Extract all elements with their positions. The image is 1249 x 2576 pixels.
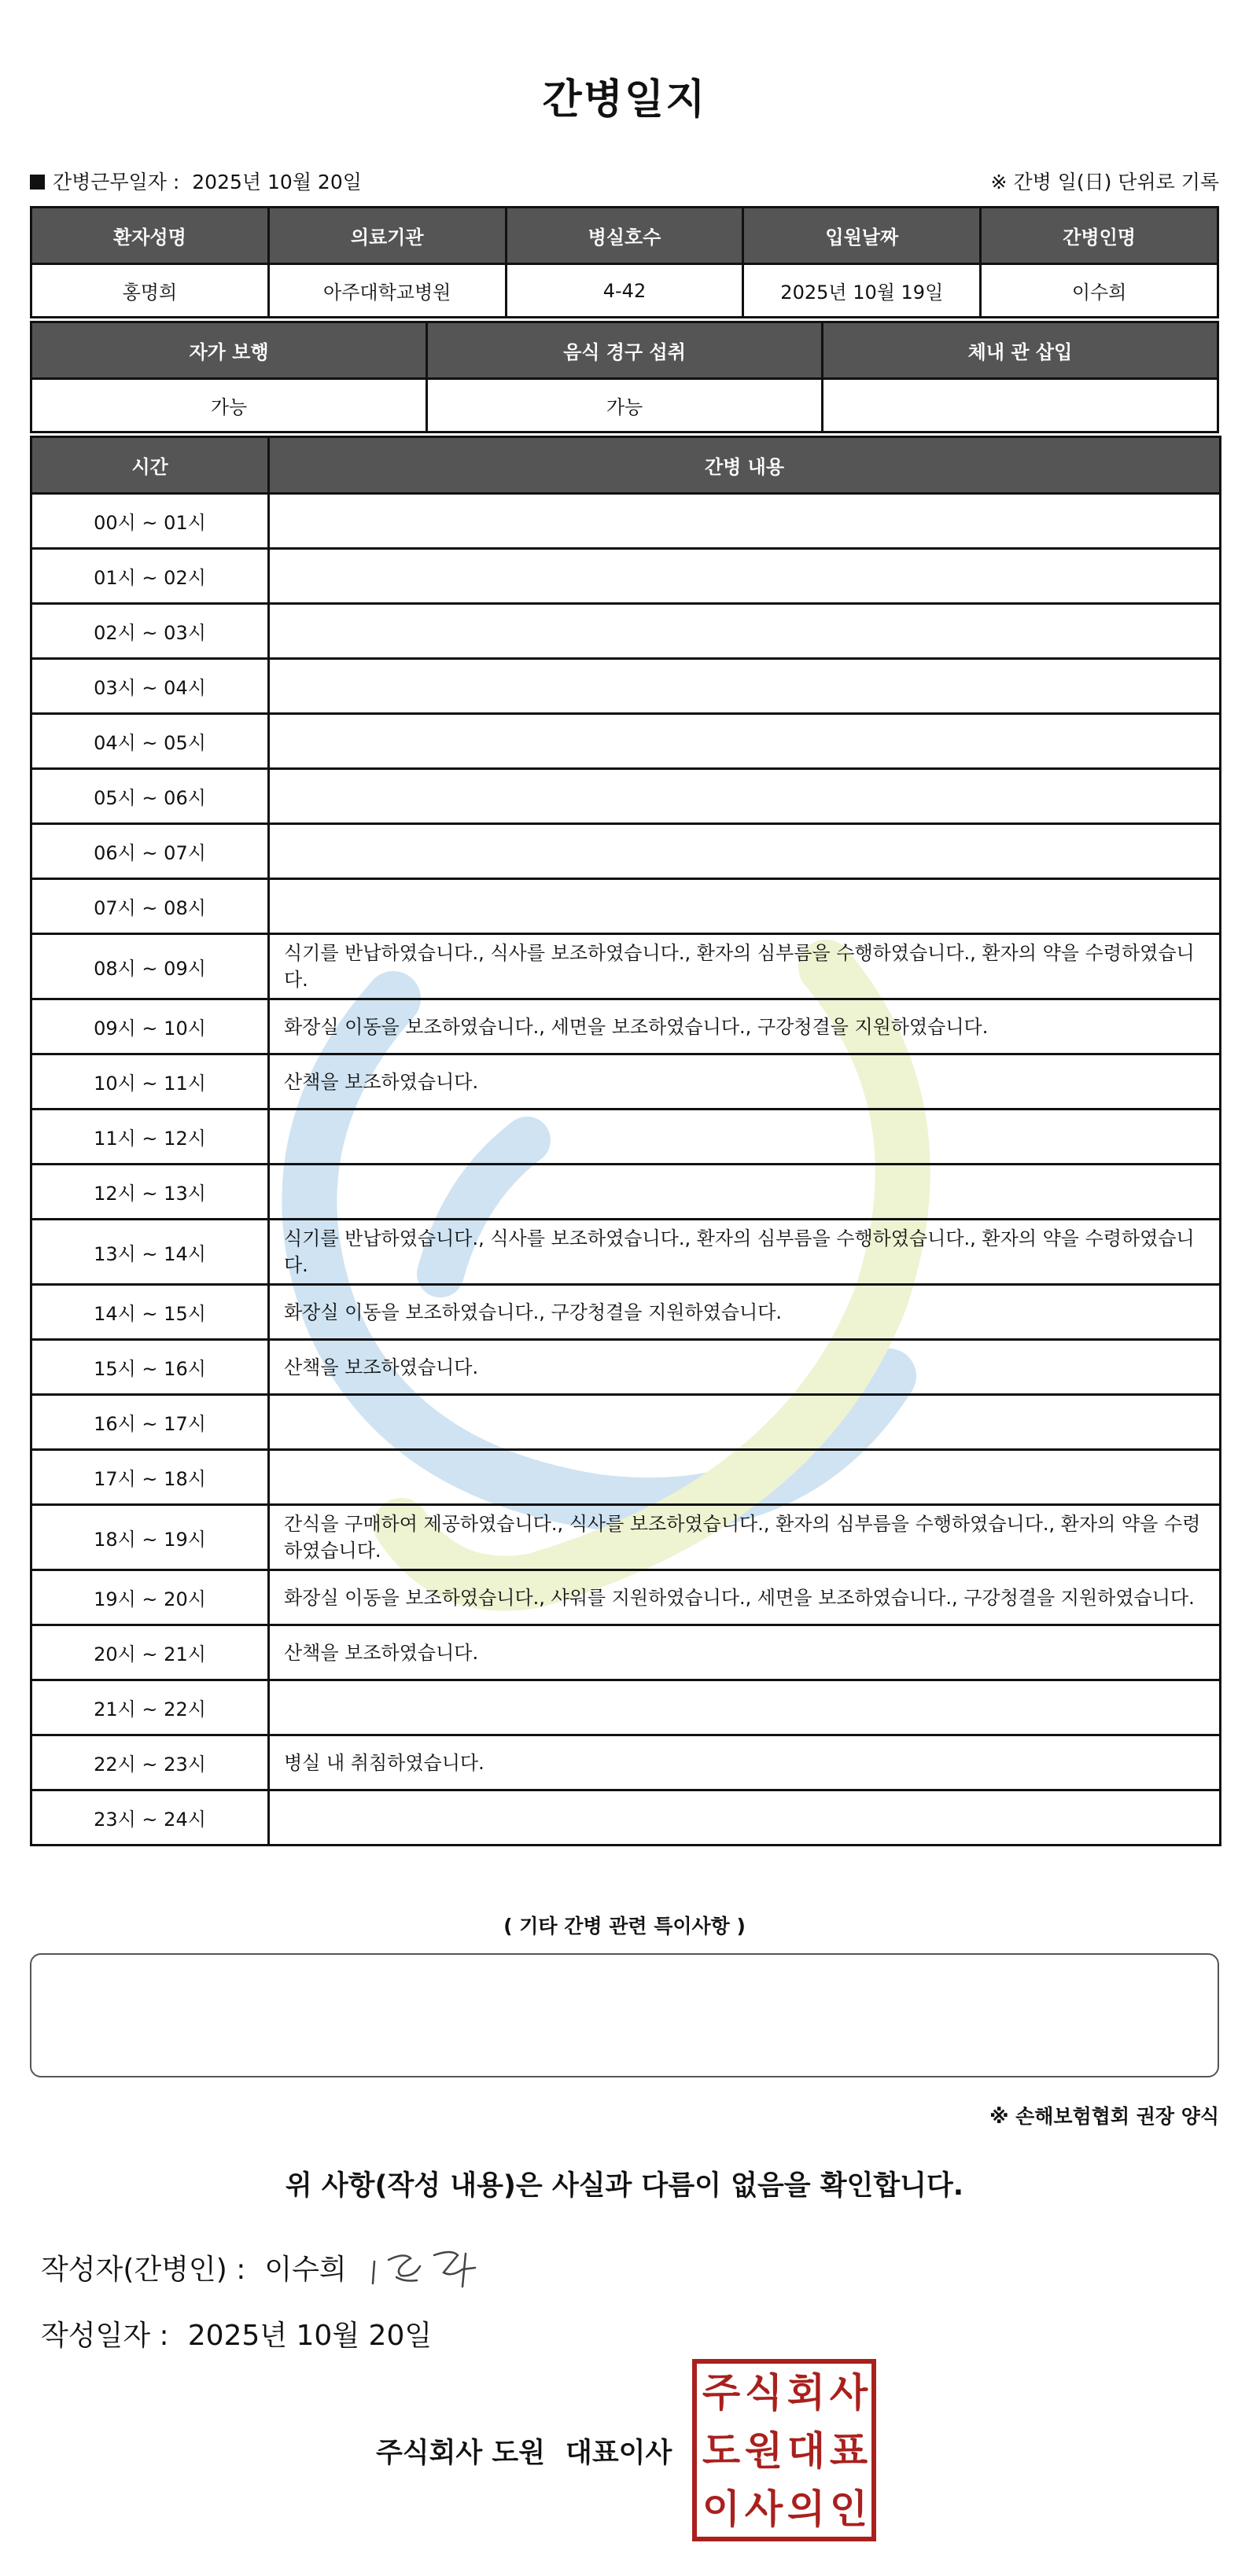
care-content: 산책을 보조하였습니다. xyxy=(269,1054,1221,1110)
handwritten-signature xyxy=(365,2238,499,2301)
header-tube-insertion: 체내 관 삽입 xyxy=(823,322,1218,379)
seal-character: 대 xyxy=(787,2428,826,2474)
self-walking: 가능 xyxy=(31,379,427,432)
table-row xyxy=(31,1110,1221,1165)
table-row xyxy=(31,1505,1221,1570)
seal-character: 식 xyxy=(744,2370,783,2416)
form-notice: ※ 손해보험협회 권장 양식 xyxy=(989,2105,1219,2128)
date-value: 2025년 10월 20일 xyxy=(187,2320,433,2352)
time-slot: 06시 ~ 07시 xyxy=(31,824,269,879)
company-name: 주식회사 도원 xyxy=(376,2438,546,2469)
time-slot: 22시 ~ 23시 xyxy=(31,1735,269,1790)
time-slot: 10시 ~ 11시 xyxy=(31,1054,269,1110)
care-content xyxy=(269,1165,1221,1220)
table-row xyxy=(31,659,1221,714)
table-row xyxy=(31,494,1221,549)
care-content: 병실 내 취침하였습니다. xyxy=(269,1735,1221,1790)
seal-character: 원 xyxy=(744,2428,783,2474)
table-row xyxy=(31,714,1221,769)
time-slot: 16시 ~ 17시 xyxy=(31,1395,269,1450)
admission-date: 2025년 10월 19일 xyxy=(743,264,981,318)
time-slot: 19시 ~ 20시 xyxy=(31,1570,269,1625)
table-row xyxy=(31,1220,1221,1285)
table-row xyxy=(31,549,1221,604)
time-slot: 11시 ~ 12시 xyxy=(31,1110,269,1165)
hospital: 아주대학교병원 xyxy=(268,264,506,318)
time-slot: 18시 ~ 19시 xyxy=(31,1505,269,1570)
time-slot: 03시 ~ 04시 xyxy=(31,659,269,714)
remarks-box xyxy=(30,1953,1219,2077)
table-row xyxy=(31,1395,1221,1450)
table-row xyxy=(31,1680,1221,1735)
table-row xyxy=(31,824,1221,879)
header-self-walking: 자가 보행 xyxy=(31,322,427,379)
header-caregiver-name: 간병인명 xyxy=(981,208,1218,264)
time-slot: 14시 ~ 15시 xyxy=(31,1285,269,1340)
seal-character: 인 xyxy=(829,2486,868,2532)
remarks-title: ( 기타 간병 관련 특이사항 ) xyxy=(503,1915,746,1938)
work-date-value: 2025년 10월 20일 xyxy=(192,171,362,193)
header-time: 시간 xyxy=(31,437,269,494)
time-slot: 07시 ~ 08시 xyxy=(31,879,269,934)
confirmation-statement: 위 사항(작성 내용)은 사실과 다름이 없음을 확인합니다. xyxy=(285,2170,964,2202)
date-label: 작성일자 : xyxy=(41,2320,169,2352)
table-row xyxy=(31,604,1221,659)
seal-character: 도 xyxy=(702,2428,741,2474)
table-row xyxy=(31,1340,1221,1395)
written-date-line xyxy=(41,2313,432,2353)
care-content xyxy=(269,494,1221,549)
table-row xyxy=(31,1054,1221,1110)
table-row xyxy=(31,1450,1221,1505)
seal-character: 이 xyxy=(702,2486,741,2532)
time-slot: 15시 ~ 16시 xyxy=(31,1340,269,1395)
document-title: 간병일지 xyxy=(542,76,707,123)
care-content: 식기를 반납하였습니다., 식사를 보조하였습니다., 환자의 심부름을 수행하였습니다., 환자의 약을 수령하였습니다. xyxy=(269,934,1221,999)
time-slot: 08시 ~ 09시 xyxy=(31,934,269,999)
table-row xyxy=(31,1570,1221,1625)
time-slot: 05시 ~ 06시 xyxy=(31,769,269,824)
table-row xyxy=(31,1790,1221,1846)
seal-character: 표 xyxy=(829,2428,868,2474)
care-content xyxy=(269,1450,1221,1505)
writer-line xyxy=(41,2247,347,2287)
time-slot: 09시 ~ 10시 xyxy=(31,999,269,1054)
caregiver-name: 이수희 xyxy=(981,264,1218,318)
care-content: 화장실 이동을 보조하였습니다., 구강청결을 지원하였습니다. xyxy=(269,1285,1221,1340)
care-content xyxy=(269,714,1221,769)
subheader xyxy=(30,167,1219,198)
care-content: 화장실 이동을 보조하였습니다., 샤워를 지원하였습니다., 세면을 보조하였습니다., 구강청결을 지원하였습니다. xyxy=(269,1570,1221,1625)
care-content xyxy=(269,604,1221,659)
time-slot: 17시 ~ 18시 xyxy=(31,1450,269,1505)
work-date-label: 간병근무일자 : xyxy=(53,171,180,193)
care-content xyxy=(269,1110,1221,1165)
care-content xyxy=(269,824,1221,879)
oral-intake: 가능 xyxy=(427,379,823,432)
time-slot: 21시 ~ 22시 xyxy=(31,1680,269,1735)
seal-character: 주 xyxy=(702,2370,741,2416)
care-content: 산책을 보조하였습니다. xyxy=(269,1340,1221,1395)
header-hospital: 의료기관 xyxy=(268,208,506,264)
company-role: 대표이사 xyxy=(566,2438,672,2469)
writer-label: 작성자(간병인) : xyxy=(41,2254,246,2286)
header-admission-date: 입원날짜 xyxy=(743,208,981,264)
header-room-number: 병실호수 xyxy=(506,208,743,264)
table-row xyxy=(31,1625,1221,1680)
tube-insertion xyxy=(823,379,1218,432)
table-row xyxy=(31,999,1221,1054)
table-row xyxy=(31,1735,1221,1790)
seal-character: 사 xyxy=(829,2370,868,2416)
writer-name: 이수희 xyxy=(264,2254,347,2286)
table-row xyxy=(31,879,1221,934)
time-slot: 04시 ~ 05시 xyxy=(31,714,269,769)
time-slot: 02시 ~ 03시 xyxy=(31,604,269,659)
time-slot: 00시 ~ 01시 xyxy=(31,494,269,549)
table-row xyxy=(31,1285,1221,1340)
header-oral-intake: 음식 경구 섭취 xyxy=(427,322,823,379)
table-row xyxy=(31,934,1221,999)
table-row xyxy=(31,1165,1221,1220)
patient-name: 홍명희 xyxy=(31,264,269,318)
header-care-content: 간병 내용 xyxy=(269,437,1221,494)
care-content: 식기를 반납하였습니다., 식사를 보조하였습니다., 환자의 심부름을 수행하였습니다., 환자의 약을 수령하였습니다. xyxy=(269,1220,1221,1285)
seal-character: 의 xyxy=(787,2486,826,2532)
care-content xyxy=(269,1680,1221,1735)
patient-info-table xyxy=(30,206,1219,318)
time-slot: 20시 ~ 21시 xyxy=(31,1625,269,1680)
time-slot: 12시 ~ 13시 xyxy=(31,1165,269,1220)
care-log-table xyxy=(30,436,1221,1846)
care-content xyxy=(269,769,1221,824)
header-patient-name: 환자성명 xyxy=(31,208,269,264)
seal-character: 회 xyxy=(787,2370,826,2416)
care-content xyxy=(269,659,1221,714)
care-content: 간식을 구매하여 제공하였습니다., 식사를 보조하였습니다., 환자의 심부름을 수행하였습니다., 환자의 약을 수령하였습니다. xyxy=(269,1505,1221,1570)
care-content xyxy=(269,1790,1221,1846)
room-number: 4-42 xyxy=(506,264,743,318)
time-slot: 13시 ~ 14시 xyxy=(31,1220,269,1285)
table-row xyxy=(31,769,1221,824)
seal-character: 사 xyxy=(744,2486,783,2532)
square-bullet-icon xyxy=(30,175,45,190)
record-unit-note: ※ 간병 일(日) 단위로 기록 xyxy=(990,171,1219,193)
care-content xyxy=(269,1395,1221,1450)
company-line xyxy=(376,2431,672,2471)
time-slot: 23시 ~ 24시 xyxy=(31,1790,269,1846)
work-date xyxy=(30,167,362,195)
care-content xyxy=(269,879,1221,934)
care-content: 화장실 이동을 보조하였습니다., 세면을 보조하였습니다., 구강청결을 지원하였습니다. xyxy=(269,999,1221,1054)
care-content xyxy=(269,549,1221,604)
patient-status-table xyxy=(30,321,1219,433)
care-content: 산책을 보조하였습니다. xyxy=(269,1625,1221,1680)
time-slot: 01시 ~ 02시 xyxy=(31,549,269,604)
company-seal-stamp xyxy=(692,2359,876,2541)
